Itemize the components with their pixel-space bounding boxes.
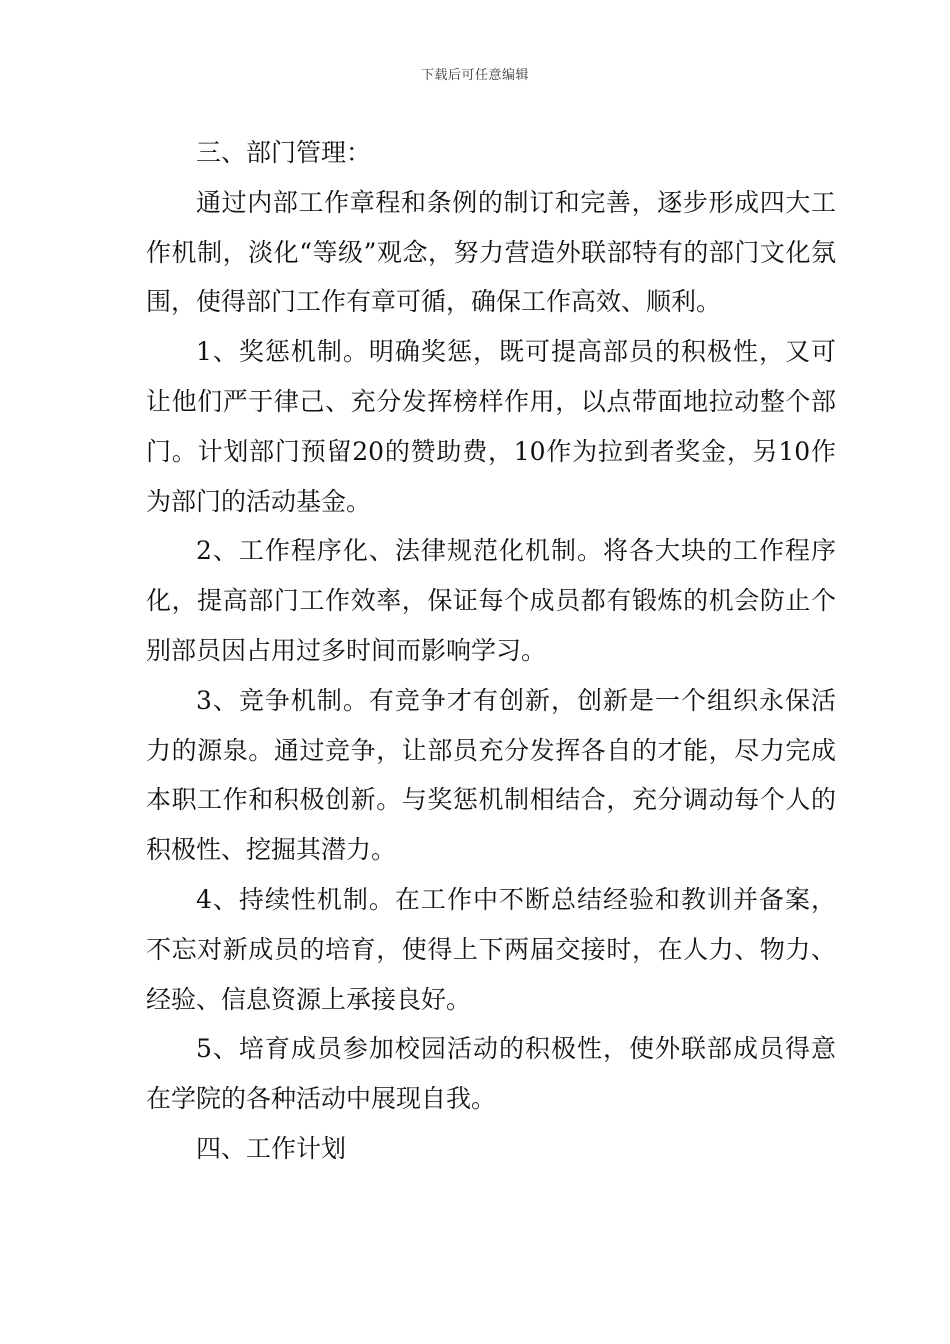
- paragraph-competition-mechanism: 3、竞争机制。有竞争才有创新，创新是一个组织永保活力的源泉。通过竞争，让部员充分发挥各自的才能，尽力完成本职工作和积极创新。与奖惩机制相结合，充分调动每个人的积极性、挖掘其潜力。: [146, 685, 836, 865]
- paragraph-continuity-mechanism: 4、持续性机制。在工作中不断总结经验和教训并备案，不忘对新成员的培育，使得上下两届交接时，在人力、物力、经验、信息资源上承接良好。: [146, 884, 836, 1014]
- paragraph-intro: 通过内部工作章程和条例的制订和完善，逐步形成四大工作机制，淡化“等级”观念，努力营造外联部特有的部门文化氛围，使得部门工作有章可循，确保工作高效、顺利。: [146, 187, 836, 317]
- section-heading-department-management: 三、部门管理：: [196, 138, 372, 167]
- paragraph-procedure-mechanism: 2、工作程序化、法律规范化机制。将各大块的工作程序化，提高部门工作效率，保证每个成员都有锻炼的机会防止个别部员因占用过多时间而影响学习。: [146, 536, 836, 665]
- page-header: 下载后可任意编辑: [420, 68, 529, 83]
- document-body: [146, 128, 836, 1174]
- paragraph-campus-activities: 5、培育成员参加校园活动的积极性，使外联部成员得意在学院的各种活动中展现自我。: [146, 1034, 836, 1114]
- section-heading-work-plan: 四、工作计划: [196, 1133, 347, 1163]
- paragraph-reward-mechanism: 1、奖惩机制。明确奖惩，既可提高部员的积极性，又可让他们严于律己、充分发挥榜样作用，以点带面地拉动整个部门。计划部门预留20的赞助费，10作为拉到者奖金，另10作为部门的活动基金。: [146, 337, 836, 516]
